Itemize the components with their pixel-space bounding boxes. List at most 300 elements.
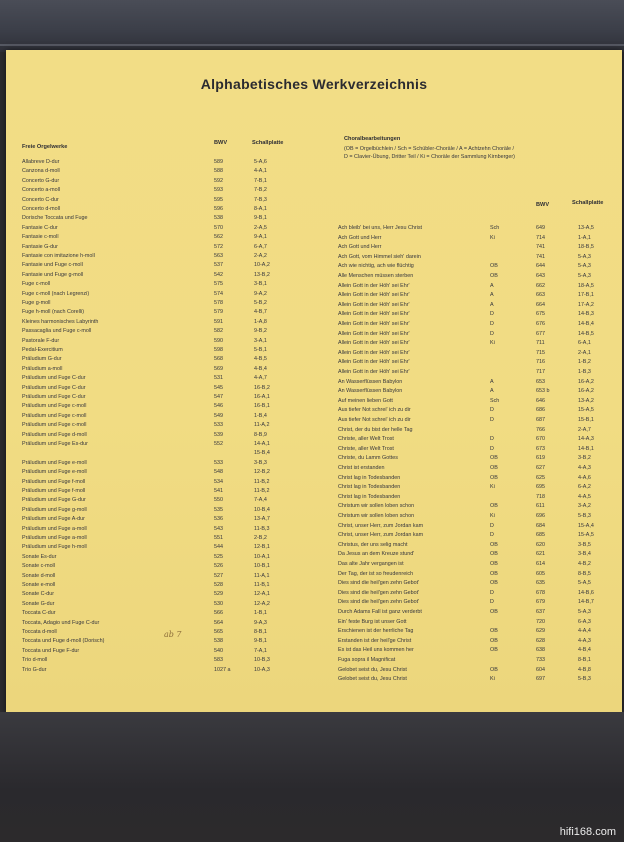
right-collection-cell: D bbox=[490, 445, 494, 452]
right-row bbox=[6, 253, 622, 261]
right-schallplatte-cell: 3-B,2 bbox=[578, 455, 591, 462]
right-collection-cell: OB bbox=[490, 666, 498, 673]
left-schallplatte-cell: 2-A,2 bbox=[254, 253, 267, 259]
right-collection-cell: Ki bbox=[490, 234, 495, 241]
right-collection-cell: OB bbox=[490, 580, 498, 587]
right-schallplatte-cell: 5-A,3 bbox=[578, 273, 591, 279]
right-schallplatte-cell: 3-B,4 bbox=[578, 551, 591, 558]
left-work-cell: Fuge h-moll (nach Corelli) bbox=[22, 309, 85, 316]
left-row bbox=[6, 167, 622, 175]
right-schallplatte-cell: 8-B,1 bbox=[578, 657, 591, 663]
left-bwv-cell: 531 bbox=[214, 375, 223, 382]
left-schallplatte-cell: 1-B,1 bbox=[254, 610, 267, 617]
right-row bbox=[6, 656, 622, 664]
right-schallplatte-cell: 17-A,2 bbox=[578, 301, 594, 308]
right-row bbox=[6, 454, 622, 462]
right-schallplatte-cell: 15-A,5 bbox=[578, 407, 594, 414]
right-collection-cell: OB bbox=[490, 273, 498, 279]
right-chorale-cell: Allein Gott in der Höh' sei Ehr' bbox=[338, 369, 410, 375]
right-bwv-cell: 675 bbox=[536, 311, 545, 318]
left-work-cell: Pastorale F-dur bbox=[22, 337, 60, 344]
page-title: Alphabetisches Werkverzeichnis bbox=[200, 76, 428, 92]
right-bwv-cell: 677 bbox=[536, 330, 545, 337]
left-schallplatte-cell: 4-B,7 bbox=[254, 309, 267, 316]
right-row bbox=[6, 579, 622, 587]
left-schallplatte-cell: 15-B,4 bbox=[254, 450, 270, 457]
left-bwv-cell: 538 bbox=[214, 638, 223, 645]
right-schallplatte-cell: 18-B,5 bbox=[578, 244, 594, 251]
right-chorale-cell: Allein Gott in der Höh' sei Ehr' bbox=[338, 311, 410, 318]
left-schallplatte-cell: 11-B,2 bbox=[254, 478, 270, 485]
left-work-cell: Sonate d-moll bbox=[22, 572, 56, 579]
right-bwv-cell: 733 bbox=[536, 657, 545, 663]
right-chorale-cell: Ach Gott und Herr bbox=[338, 234, 382, 241]
right-row bbox=[6, 474, 622, 482]
right-row bbox=[6, 627, 622, 635]
shelf-bottom bbox=[0, 712, 624, 842]
right-row bbox=[6, 598, 622, 606]
right-collection-cell: D bbox=[490, 417, 494, 423]
right-row bbox=[6, 426, 622, 434]
left-schallplatte-cell: 9-A,3 bbox=[254, 619, 267, 626]
left-schallplatte-cell: 9-B,1 bbox=[254, 638, 267, 645]
right-schallplatte-cell: 8-B,5 bbox=[578, 570, 591, 577]
left-row bbox=[6, 205, 622, 213]
right-row bbox=[6, 560, 622, 568]
left-work-cell: Toccata, Adagio und Fuge C-dur bbox=[22, 619, 100, 626]
right-collection-cell: OB bbox=[490, 503, 498, 510]
right-schallplatte-cell: 17-B,1 bbox=[578, 292, 594, 299]
right-chorale-cell: Ach bleib' bei uns, Herr Jesu Christ bbox=[338, 225, 423, 231]
record-sleeve-page bbox=[6, 50, 622, 714]
left-work-cell: Pedal-Exercitium bbox=[22, 347, 63, 353]
left-bwv-cell: 568 bbox=[214, 356, 223, 363]
left-work-cell: Passacaglia und Fuge c-moll bbox=[22, 328, 92, 335]
right-collection-cell: OB bbox=[490, 628, 498, 635]
left-work-cell: Präludium und Fuge a-moll bbox=[22, 535, 87, 541]
left-schallplatte-cell: 5-B,2 bbox=[254, 300, 267, 306]
right-row bbox=[6, 502, 622, 510]
left-bwv-cell: 526 bbox=[214, 563, 223, 570]
right-chorale-cell: Christ lag in Todesbanden bbox=[338, 484, 401, 491]
right-bwv-cell: 741 bbox=[536, 253, 545, 260]
left-bwv-cell: 529 bbox=[214, 591, 223, 598]
right-bwv-cell: 637 bbox=[536, 609, 545, 615]
right-row bbox=[6, 589, 622, 597]
right-collection-cell: Ki bbox=[490, 513, 495, 519]
right-schallplatte-cell: 4-B,4 bbox=[578, 647, 591, 654]
right-chorale-cell: Da Jesus an dem Kreuze stund' bbox=[338, 551, 415, 558]
left-row bbox=[6, 158, 622, 166]
left-schallplatte-cell: 5-A,6 bbox=[254, 159, 267, 165]
left-bwv-cell: 537 bbox=[214, 262, 223, 269]
right-chorale-cell: Alle Menschen müssen sterben bbox=[338, 273, 414, 279]
left-schallplatte-cell: 9-B,1 bbox=[254, 215, 267, 222]
right-chorale-cell: Aus tiefer Not schrei' ich zu dir bbox=[338, 407, 411, 414]
left-work-cell: Fantasie c-moll bbox=[22, 234, 59, 241]
right-collection-cell: OB bbox=[490, 609, 498, 615]
left-schallplatte-cell: 13-A,7 bbox=[254, 516, 270, 523]
left-schallplatte-cell: 5-B,1 bbox=[254, 347, 267, 353]
right-bwv-cell: 711 bbox=[536, 340, 545, 347]
right-chorale-cell: An Wasserflüssen Babylon bbox=[338, 388, 403, 395]
right-chorale-cell: Allein Gott in der Höh' sei Ehr' bbox=[338, 349, 410, 356]
left-bwv-cell: 545 bbox=[214, 384, 223, 391]
right-chorale-cell: Christ, der du bist der helle Tag bbox=[338, 426, 413, 433]
right-schallplatte-cell: 14-A,3 bbox=[578, 436, 594, 443]
left-work-cell: Fuge c-moll bbox=[22, 281, 51, 288]
right-schallplatte-cell: 5-B,3 bbox=[578, 676, 591, 683]
right-bwv-cell: 638 bbox=[536, 647, 545, 654]
right-bwv-cell: 684 bbox=[536, 522, 545, 529]
right-row bbox=[6, 512, 622, 520]
left-bwv-cell: 590 bbox=[214, 337, 223, 344]
left-bwv-cell: 536 bbox=[214, 516, 223, 523]
left-work-cell: Präludium und Fuge Es-dur bbox=[22, 441, 88, 447]
left-work-cell: Präludium und Fuge C-dur bbox=[22, 384, 86, 391]
right-collection-cell: OB bbox=[490, 474, 498, 481]
right-collection-cell: OB bbox=[490, 465, 498, 471]
left-bwv-cell: 588 bbox=[214, 168, 223, 175]
right-chorale-cell: Allein Gott in der Höh' sei Ehr' bbox=[338, 340, 410, 347]
right-schallplatte-cell: 6-A,3 bbox=[578, 618, 591, 625]
right-chorale-cell: Es ist das Heil uns kommen her bbox=[338, 647, 414, 654]
left-work-cell: Trio d-moll bbox=[22, 657, 48, 664]
right-row bbox=[6, 301, 622, 309]
left-schallplatte-cell: 1-B,4 bbox=[254, 412, 267, 419]
right-bwv-cell: 676 bbox=[536, 321, 545, 327]
right-schallplatte-cell: 4-A,3 bbox=[578, 465, 591, 471]
right-schallplatte-cell: 15-A,4 bbox=[578, 522, 594, 529]
left-schallplatte-cell: 12-B,2 bbox=[254, 469, 270, 476]
right-chorale-cell: Allein Gott in der Höh' sei Ehr' bbox=[338, 301, 410, 308]
left-bwv-cell: 546 bbox=[214, 403, 223, 410]
right-bwv-cell: 697 bbox=[536, 676, 545, 683]
right-schallplatte-cell: 4-B,8 bbox=[578, 666, 591, 673]
right-row bbox=[6, 570, 622, 578]
left-schallplatte-cell: 16-B,1 bbox=[254, 403, 270, 410]
right-chorale-cell: Christe, aller Welt Trost bbox=[338, 445, 394, 452]
right-bwv-cell: 662 bbox=[536, 282, 545, 289]
left-bwv-cell: 592 bbox=[214, 177, 223, 184]
right-bwv-cell: 653 bbox=[536, 378, 545, 385]
right-bwv-cell: 646 bbox=[536, 397, 545, 404]
left-schallplatte-cell: 3-A,1 bbox=[254, 337, 267, 344]
right-chorale-cell: Erschienen ist der herrliche Tag bbox=[338, 628, 414, 635]
left-work-cell: Sonate c-moll bbox=[22, 563, 55, 570]
right-row bbox=[6, 368, 622, 376]
right-chorale-cell: Allein Gott in der Höh' sei Ehr' bbox=[338, 292, 410, 299]
left-work-cell: Präludium und Fuge G-dur bbox=[22, 497, 86, 504]
left-section-header: Freie Orgelwerke bbox=[22, 144, 68, 150]
right-bwv-cell: 644 bbox=[536, 263, 545, 270]
left-work-cell: Präludium und Fuge d-moll bbox=[22, 431, 87, 438]
right-bwv-cell: 625 bbox=[536, 474, 545, 481]
right-chorale-cell: Allein Gott in der Höh' sei Ehr' bbox=[338, 321, 410, 327]
left-row bbox=[6, 186, 622, 194]
left-bwv-cell: 550 bbox=[214, 497, 223, 504]
left-bwv-cell: 533 bbox=[214, 422, 223, 429]
right-row bbox=[6, 310, 622, 318]
left-schallplatte-cell: 11-B,3 bbox=[254, 525, 270, 532]
right-schallplatte-cell: 4-A,6 bbox=[578, 474, 591, 481]
right-chorale-cell: Ein' feste Burg ist unser Gott bbox=[338, 618, 407, 625]
left-bwv-cell: 570 bbox=[214, 224, 223, 231]
right-collection-cell: OB bbox=[490, 263, 498, 270]
right-schallplatte-cell: 13-A,5 bbox=[578, 225, 594, 231]
right-schallplatte-cell: 5-A,5 bbox=[578, 580, 591, 587]
right-schallplatte-cell: 14-B,4 bbox=[578, 321, 594, 327]
left-bwv-cell: 572 bbox=[214, 243, 223, 250]
left-work-cell: Trio G-dur bbox=[22, 666, 47, 673]
left-bwv-cell: 1027 a bbox=[214, 666, 231, 673]
right-legend-line-1: (OB = Orgelbüchlein / Sch = Schübler-Choräle / A = Achtzehn Choräle / bbox=[344, 146, 515, 152]
left-schallplatte-cell: 13-B,2 bbox=[254, 271, 270, 278]
right-bwv-cell: 635 bbox=[536, 580, 545, 587]
right-row bbox=[6, 522, 622, 530]
left-schallplatte-cell: 3-B,3 bbox=[254, 459, 267, 466]
right-row bbox=[6, 675, 622, 683]
right-bwv-cell: 649 bbox=[536, 225, 545, 231]
left-bwv-cell: 551 bbox=[214, 535, 223, 541]
right-collection-cell: OB bbox=[490, 551, 498, 558]
left-schallplatte-cell: 12-B,1 bbox=[254, 544, 270, 551]
left-work-cell: Fuge g-moll bbox=[22, 300, 51, 306]
right-chorale-cell: Gelobet seist du, Jesu Christ bbox=[338, 676, 407, 683]
left-work-cell: Kleines harmonisches Labyrinth bbox=[22, 318, 99, 325]
right-bwv-cell: 715 bbox=[536, 349, 545, 356]
left-bwv-cell: 552 bbox=[214, 441, 223, 447]
left-bwv-cell: 578 bbox=[214, 300, 223, 306]
right-row bbox=[6, 291, 622, 299]
left-bwv-cell: 541 bbox=[214, 488, 223, 494]
right-row bbox=[6, 262, 622, 270]
left-bwv-cell: 562 bbox=[214, 234, 223, 241]
right-row bbox=[6, 541, 622, 549]
left-bwv-cell: 596 bbox=[214, 206, 223, 212]
right-chorale-cell: Christ lag in Todesbanden bbox=[338, 474, 401, 481]
left-work-cell: Fantasie und Fuge g-moll bbox=[22, 271, 84, 278]
right-schallplatte-cell: 15-B,1 bbox=[578, 417, 594, 423]
left-bwv-cell: 565 bbox=[214, 629, 223, 635]
left-schallplatte-cell: 11-B,2 bbox=[254, 488, 270, 494]
right-bwv-cell: 604 bbox=[536, 666, 545, 673]
right-collection-cell: Sch bbox=[490, 225, 500, 231]
left-work-cell: Präludium und Fuge e-moll bbox=[22, 469, 87, 476]
right-collection-cell: D bbox=[490, 599, 494, 606]
left-work-cell: Fantasie und Fuge c-moll bbox=[22, 262, 83, 269]
left-schallplatte-cell: 8-B,9 bbox=[254, 431, 267, 438]
left-work-cell: Fuge c-moll (nach Legrenzi) bbox=[22, 290, 90, 297]
left-schallplatte-cell: 12-A,1 bbox=[254, 591, 270, 598]
right-bwv-cell: 664 bbox=[536, 301, 545, 308]
right-collection-cell: D bbox=[490, 589, 494, 596]
left-bwv-cell: 538 bbox=[214, 215, 223, 222]
right-collection-cell: A bbox=[490, 378, 494, 385]
left-bwv-cell: 548 bbox=[214, 469, 223, 476]
left-work-cell: Concerto d-moll bbox=[22, 206, 61, 212]
right-chorale-cell: Das alte Jahr vergangen ist bbox=[338, 561, 404, 567]
right-row bbox=[6, 387, 622, 395]
right-schallplatte-cell: 14-B,1 bbox=[578, 445, 594, 452]
right-row bbox=[6, 493, 622, 501]
left-work-cell: Fantasie con imitazione h-moll bbox=[22, 253, 95, 259]
left-schallplatte-cell: 3-B,1 bbox=[254, 281, 267, 288]
left-bwv-cell: 563 bbox=[214, 253, 223, 259]
left-schallplatte-cell: 10-A,3 bbox=[254, 666, 270, 673]
right-chorale-cell: Allein Gott in der Höh' sei Ehr' bbox=[338, 359, 410, 366]
right-schallplatte-cell: 4-A,4 bbox=[578, 628, 591, 635]
left-work-cell: Präludium und Fuge a-moll bbox=[22, 525, 87, 532]
right-legend-line-2: D = Clavier-Übung, Dritter Teil / Ki = Choräle der Sammlung Kirnberger) bbox=[344, 154, 515, 160]
right-chorale-cell: Dies sind die heil'gen zehn Gebot' bbox=[338, 599, 420, 606]
right-schallplatte-cell: 2-A,1 bbox=[578, 349, 591, 356]
left-bwv-cell: 574 bbox=[214, 290, 223, 297]
left-work-cell: Sonate G-dur bbox=[22, 600, 55, 607]
right-schallplatte-header: Schallplatte bbox=[572, 200, 604, 206]
right-schallplatte-cell: 13-A,2 bbox=[578, 397, 594, 404]
right-row bbox=[6, 349, 622, 357]
left-bwv-cell: 542 bbox=[214, 271, 223, 278]
right-bwv-cell: 695 bbox=[536, 484, 545, 491]
left-bwv-cell: 528 bbox=[214, 582, 223, 588]
right-chorale-cell: Christus, der uns selig macht bbox=[338, 541, 408, 548]
pencil-margin-note: ab 7 bbox=[164, 630, 182, 639]
left-bwv-cell: 533 bbox=[214, 459, 223, 466]
left-work-cell: Präludium und Fuge C-dur bbox=[22, 375, 86, 382]
left-work-cell: Toccata C-dur bbox=[22, 610, 56, 617]
left-schallplatte-cell: 10-B,1 bbox=[254, 563, 270, 570]
right-bwv-cell: 643 bbox=[536, 273, 545, 279]
right-chorale-cell: Christ, unser Herr, zum Jordan kam bbox=[338, 522, 424, 529]
right-collection-cell: OB bbox=[490, 570, 498, 577]
left-schallplatte-cell: 16-B,2 bbox=[254, 384, 270, 391]
right-collection-cell: D bbox=[490, 330, 494, 337]
right-collection-cell: Ki bbox=[490, 484, 495, 491]
right-row bbox=[6, 550, 622, 558]
right-collection-cell: Sch bbox=[490, 397, 500, 404]
left-work-cell: Dorische Toccata und Fuge bbox=[22, 215, 88, 222]
right-bwv-cell: 628 bbox=[536, 637, 545, 644]
right-schallplatte-cell: 14-B,5 bbox=[578, 330, 594, 337]
right-bwv-cell: 717 bbox=[536, 369, 545, 375]
left-schallplatte-cell: 7-B,1 bbox=[254, 177, 267, 184]
left-work-cell: Präludium und Fuge g-moll bbox=[22, 506, 87, 513]
left-schallplatte-cell: 4-B,4 bbox=[254, 365, 267, 372]
right-row bbox=[6, 330, 622, 338]
right-chorale-cell: An Wasserflüssen Babylon bbox=[338, 378, 403, 385]
right-row bbox=[6, 646, 622, 654]
right-bwv-cell: 716 bbox=[536, 359, 545, 366]
right-schallplatte-cell: 5-A,3 bbox=[578, 263, 591, 270]
left-bwv-cell: 547 bbox=[214, 394, 223, 400]
right-chorale-cell: Ach wie nichtig, ach wie flüchtig bbox=[338, 263, 414, 270]
right-schallplatte-cell: 16-A,2 bbox=[578, 388, 594, 395]
left-schallplatte-cell: 8-A,1 bbox=[254, 206, 267, 212]
left-work-cell: Präludium und Fuge A-dur bbox=[22, 516, 85, 523]
right-schallplatte-cell: 4-A,5 bbox=[578, 493, 591, 500]
left-bwv-cell: 595 bbox=[214, 196, 223, 203]
right-collection-cell: D bbox=[490, 311, 494, 318]
right-collection-cell: OB bbox=[490, 647, 498, 654]
left-bwv-cell: 566 bbox=[214, 610, 223, 617]
left-bwv-cell: 591 bbox=[214, 318, 223, 325]
right-row bbox=[6, 608, 622, 616]
right-bwv-cell: 679 bbox=[536, 599, 545, 606]
right-bwv-cell: 696 bbox=[536, 513, 545, 519]
right-collection-cell: A bbox=[490, 301, 494, 308]
right-row bbox=[6, 272, 622, 280]
left-work-cell: Präludium und Fuge f-moll bbox=[22, 488, 86, 494]
right-bwv-cell: 686 bbox=[536, 407, 545, 414]
right-collection-cell: D bbox=[490, 532, 494, 539]
right-bwv-cell: 741 bbox=[536, 244, 545, 251]
right-schallplatte-cell: 2-A,7 bbox=[578, 426, 591, 433]
left-schallplatte-cell: 7-A,4 bbox=[254, 497, 267, 504]
right-schallplatte-cell: 3-A,2 bbox=[578, 503, 591, 510]
right-chorale-cell: Der Tag, der ist so freudenreich bbox=[338, 570, 414, 577]
left-schallplatte-cell: 8-B,1 bbox=[254, 629, 267, 635]
left-schallplatte-cell: 10-B,3 bbox=[254, 657, 270, 664]
left-schallplatte-cell: 6-A,7 bbox=[254, 243, 267, 250]
right-bwv-cell: 670 bbox=[536, 436, 545, 443]
left-work-cell: Canzona d-moll bbox=[22, 168, 60, 175]
left-bwv-cell: 583 bbox=[214, 657, 223, 664]
left-bwv-cell: 564 bbox=[214, 619, 223, 626]
left-schallplatte-cell: 7-B,2 bbox=[254, 187, 267, 194]
right-bwv-cell: 620 bbox=[536, 541, 545, 548]
right-row bbox=[6, 234, 622, 242]
left-bwv-cell: 598 bbox=[214, 347, 223, 353]
right-chorale-cell: Fuga sopra il Magnificat bbox=[338, 657, 396, 663]
left-work-cell: Sonate Es-dur bbox=[22, 553, 57, 560]
left-schallplatte-cell: 9-B,2 bbox=[254, 328, 267, 335]
left-schallplatte-cell: 11-A,2 bbox=[254, 422, 270, 429]
right-bwv-cell: 621 bbox=[536, 551, 545, 558]
right-collection-cell: D bbox=[490, 407, 494, 414]
left-work-cell: Präludium und Fuge h-moll bbox=[22, 544, 87, 551]
right-chorale-cell: Allein Gott in der Höh' sei Ehr' bbox=[338, 330, 410, 337]
right-schallplatte-cell: 5-B,3 bbox=[578, 513, 591, 519]
right-schallplatte-cell: 15-A,5 bbox=[578, 532, 594, 539]
shelf-edge bbox=[0, 44, 624, 46]
left-schallplatte-cell: 1-A,8 bbox=[254, 318, 267, 325]
right-bwv-cell: 611 bbox=[536, 503, 545, 510]
left-schallplatte-header: Schallplatte bbox=[252, 140, 284, 146]
right-row bbox=[6, 406, 622, 414]
left-bwv-cell: 575 bbox=[214, 281, 223, 288]
right-schallplatte-cell: 14-B,6 bbox=[578, 589, 594, 596]
right-collection-cell: A bbox=[490, 388, 494, 395]
right-bwv-cell: 653 b bbox=[536, 388, 550, 395]
right-row bbox=[6, 282, 622, 290]
left-schallplatte-cell: 16-A,1 bbox=[254, 394, 270, 400]
left-bwv-cell: 525 bbox=[214, 553, 223, 560]
left-work-cell: Präludium G-dur bbox=[22, 356, 62, 363]
right-bwv-cell: 678 bbox=[536, 589, 545, 596]
right-row bbox=[6, 358, 622, 366]
right-chorale-cell: Christe, du Lamm Gottes bbox=[338, 455, 398, 462]
right-chorale-cell: Durch Adams Fall ist ganz verderbt bbox=[338, 609, 422, 615]
left-schallplatte-cell: 14-A,1 bbox=[254, 441, 270, 447]
right-collection-cell: Ki bbox=[490, 340, 495, 347]
right-collection-cell: A bbox=[490, 292, 494, 299]
left-schallplatte-cell: 12-A,2 bbox=[254, 600, 270, 607]
left-schallplatte-cell: 7-A,1 bbox=[254, 647, 267, 654]
right-schallplatte-cell: 5-A,3 bbox=[578, 253, 591, 260]
right-chorale-cell: Erstanden ist der heil'ge Christ bbox=[338, 637, 412, 644]
right-section-header: Choralbearbeitungen bbox=[344, 136, 401, 142]
